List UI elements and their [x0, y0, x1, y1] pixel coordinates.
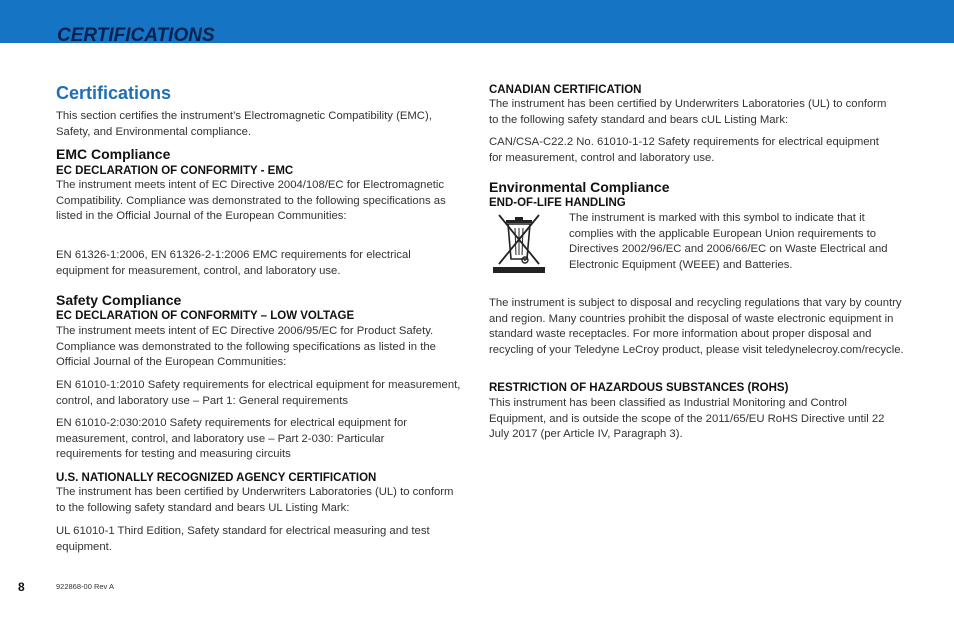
us-certification-text: The instrument has been certified by Underwriters Laboratories (UL) to conform to the following safety standard and bears UL Listing Mark: [56, 486, 454, 514]
canadian-certification-text: The instrument has been certified by Underwriters Laboratories (UL) to conform to the following safety standard and bears cUL Listing Mark: [489, 98, 887, 126]
end-of-life-text: The instrument is marked with this symbol to indicate that it complies with the applicable European Union requirements to Directives 2002/96/EC and 2006/66/EC on Waste Electrical and Electronic Equipment (WEEE) and Batteries. [569, 212, 888, 271]
disposal-text: The instrument is subject to disposal and recycling regulations that vary by country and region. Many countries prohibit the disposal of waste electronic equipment in standard waste receptacles. For more information about proper disposal and recycling of your Teledyne LeCroy product, please visit teledynelecroy.com/recycle. [489, 297, 904, 356]
canadian-certification-standard: CAN/CSA-C22.2 No. 61010-1-12 Safety requirements for electrical equipment for measurement, control and laboratory use. [489, 136, 879, 164]
page-number: 8 [18, 580, 25, 594]
us-certification-standard: UL 61010-1 Third Edition, Safety standard for electrical measuring and test equipment. [56, 525, 430, 553]
environmental-compliance-heading: Environmental Compliance [489, 179, 670, 195]
page-title: Certifications [56, 83, 172, 103]
document-revision: 922868-00 Rev A [56, 582, 114, 591]
us-certification-heading: U.S. NATIONALLY RECOGNIZED AGENCY CERTIFICATION [56, 472, 377, 484]
safety-standard-1: EN 61010-1:2010 Safety requirements for electrical equipment for measurement, control, and laboratory use – Part 1: General requirements [56, 379, 461, 407]
safety-compliance-heading: Safety Compliance [56, 292, 182, 308]
emc-compliance-heading: EMC Compliance [56, 146, 171, 162]
emc-declaration-heading: EC DECLARATION OF CONFORMITY - EMC [56, 165, 294, 177]
crossed-out-wheelie-bin-icon [489, 212, 549, 274]
safety-standard-2: EN 61010-2:030:2010 Safety requirements for electrical equipment for measurement, control, and laboratory use – Part 2-030: Particular requirements for testing and measuring circuits [56, 417, 408, 461]
page-header-title: CERTIFICATIONS [57, 25, 215, 46]
emc-standard-text: EN 61326-1:2006, EN 61326-2-1:2006 EMC requirements for electrical equipment for measurement, control, and laboratory use. [56, 249, 411, 277]
rohs-text: This instrument has been classified as Industrial Monitoring and Control Equipment, and is outside the scope of the 2011/65/EU RoHS Directive until 22 July 2017 (per Article IV, Paragraph 3). [489, 397, 885, 441]
canadian-certification-heading: CANADIAN CERTIFICATION [489, 84, 642, 96]
safety-declaration-heading: EC DECLARATION OF CONFORMITY – LOW VOLTAGE [56, 310, 355, 322]
safety-declaration-text: The instrument meets intent of EC Directive 2006/95/EC for Product Safety. Compliance was demonstrated to the following specifications as listed in the Official Journal of the European Communities: [56, 325, 436, 369]
emc-declaration-text: The instrument meets intent of EC Directive 2004/108/EC for Electromagnetic Compatibility. Compliance was demonstrated to the following specifications as listed in the Official Journal of the European Communities: [56, 179, 446, 223]
end-of-life-heading: END-OF-LIFE HANDLING [489, 197, 626, 209]
intro-paragraph: This section certifies the instrument’s Electromagnetic Compatibility (EMC), Safety, and Environmental compliance. [56, 110, 432, 138]
rohs-heading: RESTRICTION OF HAZARDOUS SUBSTANCES (ROHS) [489, 382, 789, 394]
